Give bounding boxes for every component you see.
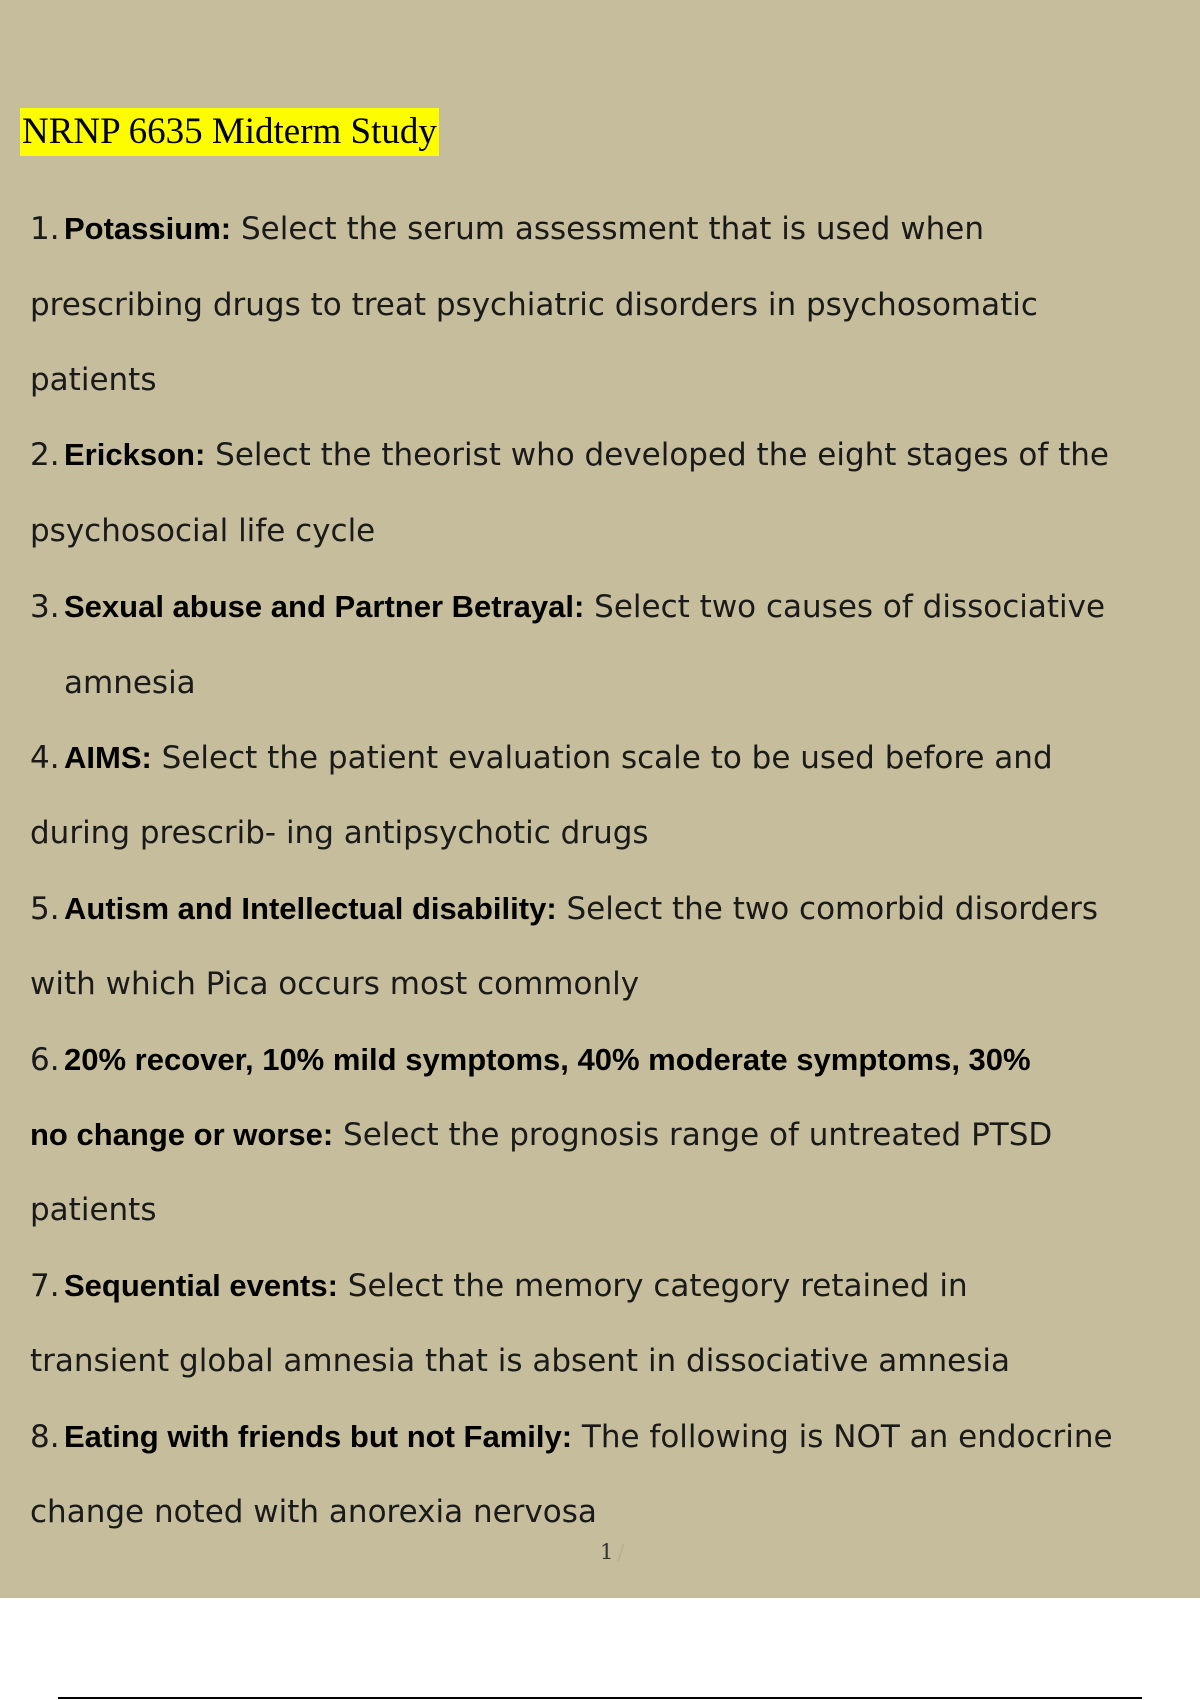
answer-text: Potassium: — [64, 211, 232, 246]
item-number: 4. — [30, 740, 60, 776]
question-text: patients — [30, 1192, 157, 1228]
list-item-line — [30, 1111, 1052, 1159]
question-text: Select the memory category retained in — [337, 1268, 968, 1304]
answer-text: AIMS: — [64, 740, 152, 775]
question-text: transient global amnesia that is absent in dissociative amnesia — [30, 1343, 1010, 1379]
list-item-line — [30, 205, 984, 253]
question-text: with which Pica occurs most commonly — [30, 966, 640, 1002]
page-number-suffix: / — [617, 1540, 625, 1564]
item-number: 1. — [30, 211, 60, 247]
answer-text: Eating with friends but not Family: — [64, 1419, 573, 1454]
question-text: The following is NOT an endocrine — [572, 1419, 1113, 1455]
list-item-line — [30, 1488, 597, 1536]
question-text: amnesia — [64, 665, 196, 701]
list-item-line — [64, 659, 196, 707]
answer-text: no change or worse: — [30, 1117, 334, 1152]
answer-text: Erickson: — [64, 437, 206, 472]
list-item-line — [30, 583, 1105, 631]
list-item-line — [30, 1337, 1010, 1385]
page-divider — [58, 1697, 1142, 1699]
list-item-line — [30, 1036, 1031, 1084]
item-number: 5. — [30, 891, 60, 927]
answer-text: Sexual abuse and Partner Betrayal: — [64, 589, 585, 624]
list-item-line — [30, 885, 1098, 933]
list-item-line — [30, 809, 649, 857]
item-number: 2. — [30, 437, 60, 473]
item-number: 6. — [30, 1042, 60, 1078]
question-text: Select the patient evaluation scale to be used before and — [151, 740, 1053, 776]
question-text: change noted with anorexia nervosa — [30, 1494, 597, 1530]
question-text: psychosocial life cycle — [30, 513, 376, 549]
question-text: Select two causes of dissociative — [584, 589, 1106, 625]
question-text: prescribing drugs to treat psychiatric disorders in psychosomatic — [30, 287, 1038, 323]
item-number: 7. — [30, 1268, 60, 1304]
question-text: during prescrib- ing antipsychotic drugs — [30, 815, 649, 851]
list-item-line — [30, 734, 1053, 782]
item-number: 3. — [30, 589, 60, 625]
question-text: Select the serum assessment that is used when — [231, 211, 984, 247]
page-number — [600, 1540, 624, 1564]
list-item-line — [30, 1262, 968, 1310]
list-item-line — [30, 281, 1038, 329]
list-item-line — [30, 960, 639, 1008]
document-title: NRNP 6635 Midterm Study — [20, 108, 439, 156]
answer-text: Autism and Intellectual disability: — [64, 891, 557, 926]
list-item-line — [30, 1186, 156, 1234]
page-number-value: 1 — [600, 1540, 614, 1564]
list-item-line — [30, 1413, 1113, 1461]
list-item-line — [30, 356, 156, 404]
question-text: patients — [30, 362, 157, 398]
list-item-line — [30, 507, 375, 555]
answer-text: 20% recover, 10% mild symptoms, 40% moderate symptoms, 30% — [64, 1042, 1031, 1077]
question-text: Select the two comorbid disorders — [556, 891, 1099, 927]
item-number: 8. — [30, 1419, 60, 1455]
list-item-line — [30, 431, 1109, 479]
question-text: Select the prognosis range of untreated PTSD — [333, 1117, 1053, 1153]
answer-text: Sequential events: — [64, 1268, 338, 1303]
question-text: Select the theorist who developed the eight stages of the — [205, 437, 1109, 473]
